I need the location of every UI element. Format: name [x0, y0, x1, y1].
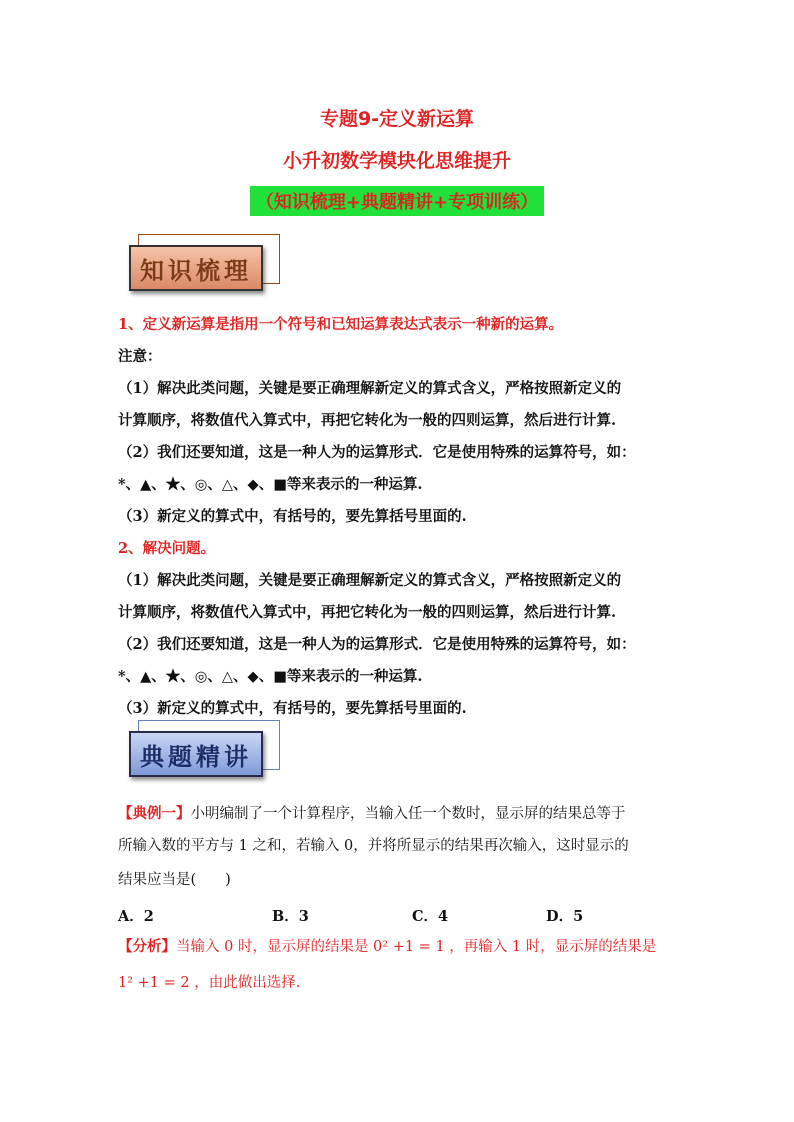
section-banner-label: 知识梳理	[129, 245, 263, 291]
note-line: （3）新定义的算式中，有括号的，要先算括号里面的.	[118, 508, 467, 525]
doc-subtitle: 小升初数学模块化思维提升	[282, 150, 511, 172]
option-d: D．5	[546, 908, 584, 925]
answer-options	[118, 905, 638, 925]
note-label: 注意：	[118, 348, 162, 365]
doc-tagline-wrap	[0, 186, 794, 216]
section-banner-knowledge	[138, 234, 280, 284]
option-a: A．2	[118, 908, 154, 925]
note-line: （2）我们还要知道，这是一种人为的运算形式．它是使用特殊的运算符号，如：	[118, 636, 636, 653]
doc-tagline: （知识梳理+典题精讲+专项训练）	[250, 186, 544, 216]
note-line: 计算顺序，将数值代入算式中，再把它转化为一般的四则运算，然后进行计算.	[118, 604, 617, 621]
example-tag: 【典例一】	[118, 805, 191, 822]
example-line	[118, 802, 626, 823]
analysis-text: 当输入 0 时，显示屏的结果是 0² +1 = 1 ，再输入 1 时，显示屏的结果是	[176, 939, 657, 955]
option-b: B．3	[272, 908, 309, 925]
analysis-tag: 【分析】	[118, 938, 176, 955]
note-line: （3）新定义的算式中，有括号的，要先算括号里面的.	[118, 700, 467, 717]
note-line: *、▲、★、◎、△、◆、■等来表示的一种运算.	[118, 668, 423, 685]
section-banner-label: 典题精讲	[129, 731, 263, 777]
analysis-line: 1² +1 = 2 ，由此做出选择.	[118, 975, 301, 991]
section-banner-examples	[138, 720, 280, 770]
point2-heading: 2、解决问题。	[118, 540, 216, 557]
point1-heading: 1、定义新运算是指用一个符号和已知运算表达式表示一种新的运算。	[118, 316, 564, 333]
analysis-line	[118, 935, 656, 956]
option-c: C．4	[412, 908, 449, 925]
note-line: *、▲、★、◎、△、◆、■等来表示的一种运算.	[118, 476, 423, 493]
note-line: 计算顺序，将数值代入算式中，再把它转化为一般的四则运算，然后进行计算.	[118, 412, 617, 429]
doc-title: 专题9-定义新运算	[319, 108, 475, 130]
note-line: （1）解决此类问题，关键是要正确理解新定义的算式含义，严格按照新定义的	[118, 572, 622, 589]
example-text: 小明编制了一个计算程序，当输入任一个数时，显示屏的结果总等于	[190, 806, 626, 822]
example-line: 所输入数的平方与 1 之和，若输入 0，并将所显示的结果再次输入，这时显示的	[118, 838, 629, 854]
example-line: 结果应当是( )	[118, 872, 231, 888]
note-line: （1）解决此类问题，关键是要正确理解新定义的算式含义，严格按照新定义的	[118, 380, 622, 397]
note-line: （2）我们还要知道，这是一种人为的运算形式．它是使用特殊的运算符号，如：	[118, 444, 636, 461]
